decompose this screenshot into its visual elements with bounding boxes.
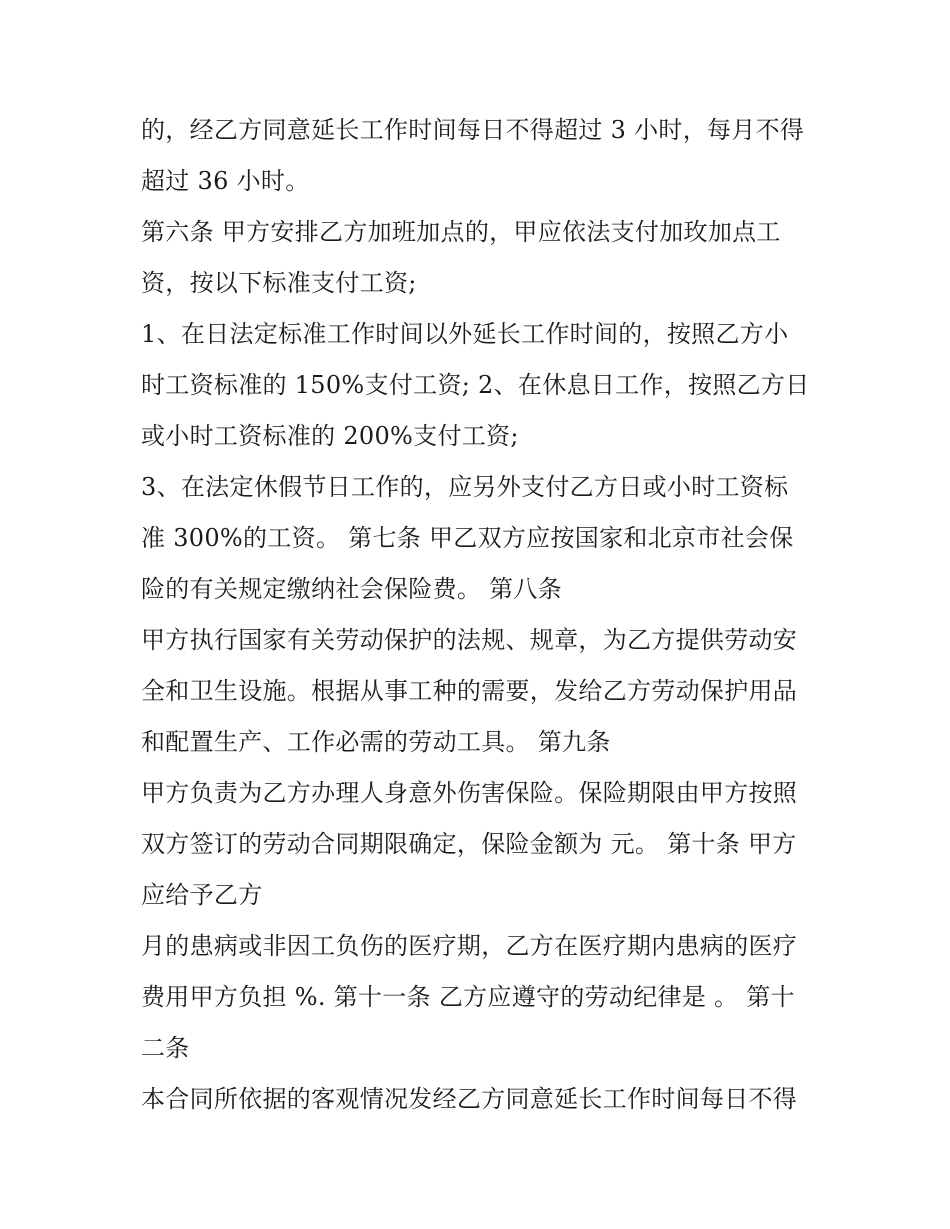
- text-line: 的，经乙方同意延长工作时间每日不得超过 3 小时，每月不得: [141, 116, 805, 144]
- document-body: [141, 105, 821, 1125]
- text-line: 双方签订的劳动合同期限确定，保险金额为 元。 第十条 甲方: [141, 830, 797, 858]
- text-line: 资，按以下标准支付工资;: [141, 269, 417, 297]
- text-line: 应给予乙方: [141, 881, 263, 909]
- text-line: 第六条 甲方安排乙方加班加点的，甲应依法支付加玫加点工: [141, 218, 781, 246]
- text-line: 3、在法定休假节日工作的，应另外支付乙方日或小时工资标: [141, 473, 789, 501]
- text-line: 全和卫生设施。根据从事工种的需要，发给乙方劳动保护用品: [141, 677, 798, 705]
- text-line: 超过 36 小时。: [141, 167, 310, 195]
- text-line: 甲方负责为乙方办理人身意外伤害保险。保险期限由甲方按照: [141, 779, 798, 807]
- text-line: 险的有关规定缴纳社会保险费。 第八条: [141, 575, 563, 603]
- text-line: 费用甲方负担 %. 第十一条 乙方应遵守的劳动纪律是 。 第十: [141, 983, 795, 1011]
- text-line: 和配置生产、工作必需的劳动工具。 第九条: [141, 728, 611, 756]
- text-line: 或小时工资标准的 200%支付工资;: [141, 422, 519, 450]
- text-line: 1、在日法定标准工作时间以外延长工作时间的，按照乙方小: [141, 320, 789, 348]
- text-line: 时工资标准的 150%支付工资; 2、在休息日工作，按照乙方日: [141, 371, 810, 399]
- text-line: 准 300%的工资。 第七条 甲乙双方应按国家和北京市社会保: [141, 524, 794, 552]
- text-line: 本合同所依据的客观情况发经乙方同意延长工作时间每日不得: [141, 1085, 798, 1113]
- text-line: 甲方执行国家有关劳动保护的法规、规章，为乙方提供劳动安: [141, 626, 798, 654]
- text-line: 二条: [141, 1034, 190, 1062]
- text-line: 月的患病或非因工负伤的医疗期，乙方在医疗期内患病的医疗: [141, 932, 798, 960]
